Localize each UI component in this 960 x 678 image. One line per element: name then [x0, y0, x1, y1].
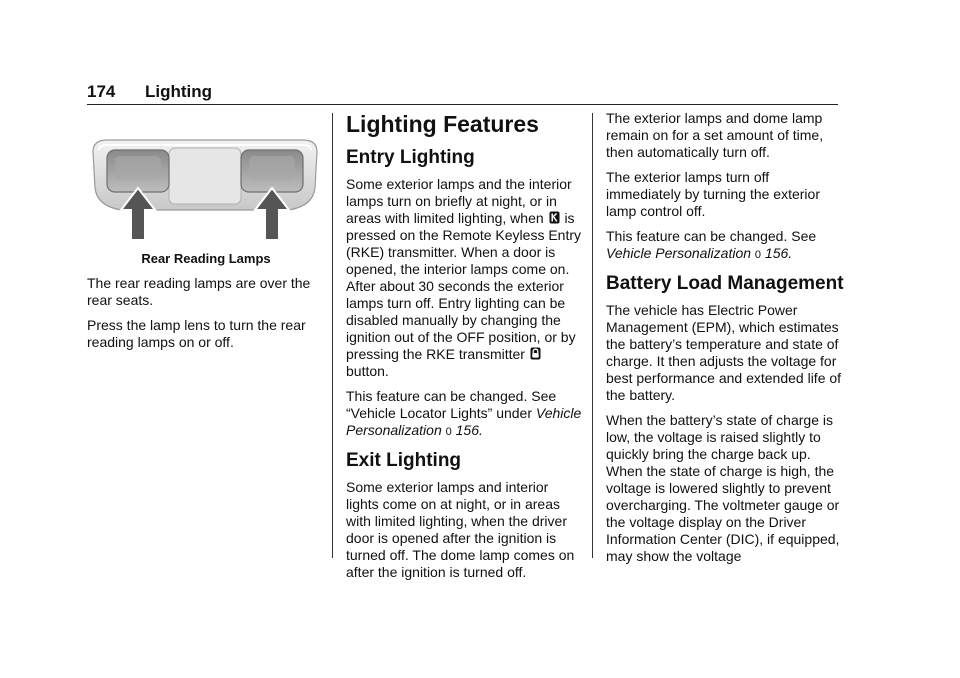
paragraph	[606, 228, 844, 264]
column-1	[87, 136, 325, 359]
paragraph: The exterior lamps turn off immediately by turning the exterior lamp control off.	[606, 169, 820, 219]
column-divider-2	[592, 113, 593, 558]
paragraph	[346, 388, 584, 441]
page-header	[87, 82, 838, 105]
text-run: is pressed on the Remote Keyless Entry (RKE) transmitter. When a door is opened, the interior lamps come on. After about 30 seconds the exterior lamps turn off. Entry lighting can be disabled manually by changing the ignition out of the OFF position, or by pressing the RKE transmitter	[346, 210, 582, 362]
cross-reference-link[interactable]: Vehicle Personalization	[346, 405, 582, 438]
column-2	[346, 110, 584, 589]
paragraph: The rear reading lamps are over the rear seats.	[87, 275, 311, 308]
column-divider-1	[332, 113, 333, 558]
section-name: Lighting	[145, 82, 213, 101]
rear-reading-lamps-illustration	[89, 136, 321, 246]
page-reference-number[interactable]: 156	[455, 422, 479, 438]
text-run: button.	[346, 363, 389, 379]
paragraph: The exterior lamps and dome lamp remain on for a set amount of time, then automatically turn off.	[606, 110, 824, 160]
text-run: This feature can be changed. See “Vehicle Locator Lights” under	[346, 388, 557, 421]
cross-reference-link[interactable]: Vehicle Personalization	[606, 245, 752, 261]
lamp-housing-icon	[89, 136, 321, 246]
paragraph: Press the lamp lens to turn the rear reading lamps on or off.	[87, 317, 306, 350]
text-run: Some exterior lamps and the interior lamps turn on briefly at night, or in areas with limited lighting, when	[346, 176, 572, 226]
figure-caption: Rear Reading Lamps	[141, 251, 271, 266]
entry-lighting-heading: Entry Lighting	[346, 147, 475, 168]
paragraph: The vehicle has Electric Power Management (EPM), which estimates the battery’s temperature and state of charge. It then adjusts the voltage for best performance and extended life of the battery.	[606, 302, 842, 403]
column-3	[606, 110, 844, 573]
paragraph: When the battery’s state of charge is low, the voltage is raised slightly to quickly bring the charge back up. When the state of charge is high, the voltage is lowered slightly to prevent overcharging. The voltmeter gauge or the voltage display on the Driver Information Center (DIC), if equipped, may show the voltage	[606, 412, 840, 564]
exit-lighting-heading: Exit Lighting	[346, 450, 462, 471]
page-number: 174	[87, 82, 116, 101]
text-run: .	[479, 422, 483, 438]
text-run: .	[788, 245, 793, 261]
paragraph: Some exterior lamps and interior lights come on at night, or in areas with limited lighting, when the driver door is opened after the ignition is turned off. The dome lamp comes on after the ignition is turned off.	[346, 479, 575, 580]
page-reference-arrow-icon: 0	[754, 249, 762, 261]
lock-key-icon	[530, 347, 541, 360]
unlock-key-icon	[549, 211, 560, 224]
text-run: This feature can be changed. See	[606, 228, 817, 244]
page-reference-number[interactable]: 156	[764, 245, 789, 261]
page-reference-arrow-icon: 0	[445, 426, 452, 438]
section-title: Lighting Features	[346, 111, 539, 137]
battery-load-management-heading: Battery Load Management	[606, 273, 844, 294]
paragraph	[346, 176, 584, 380]
